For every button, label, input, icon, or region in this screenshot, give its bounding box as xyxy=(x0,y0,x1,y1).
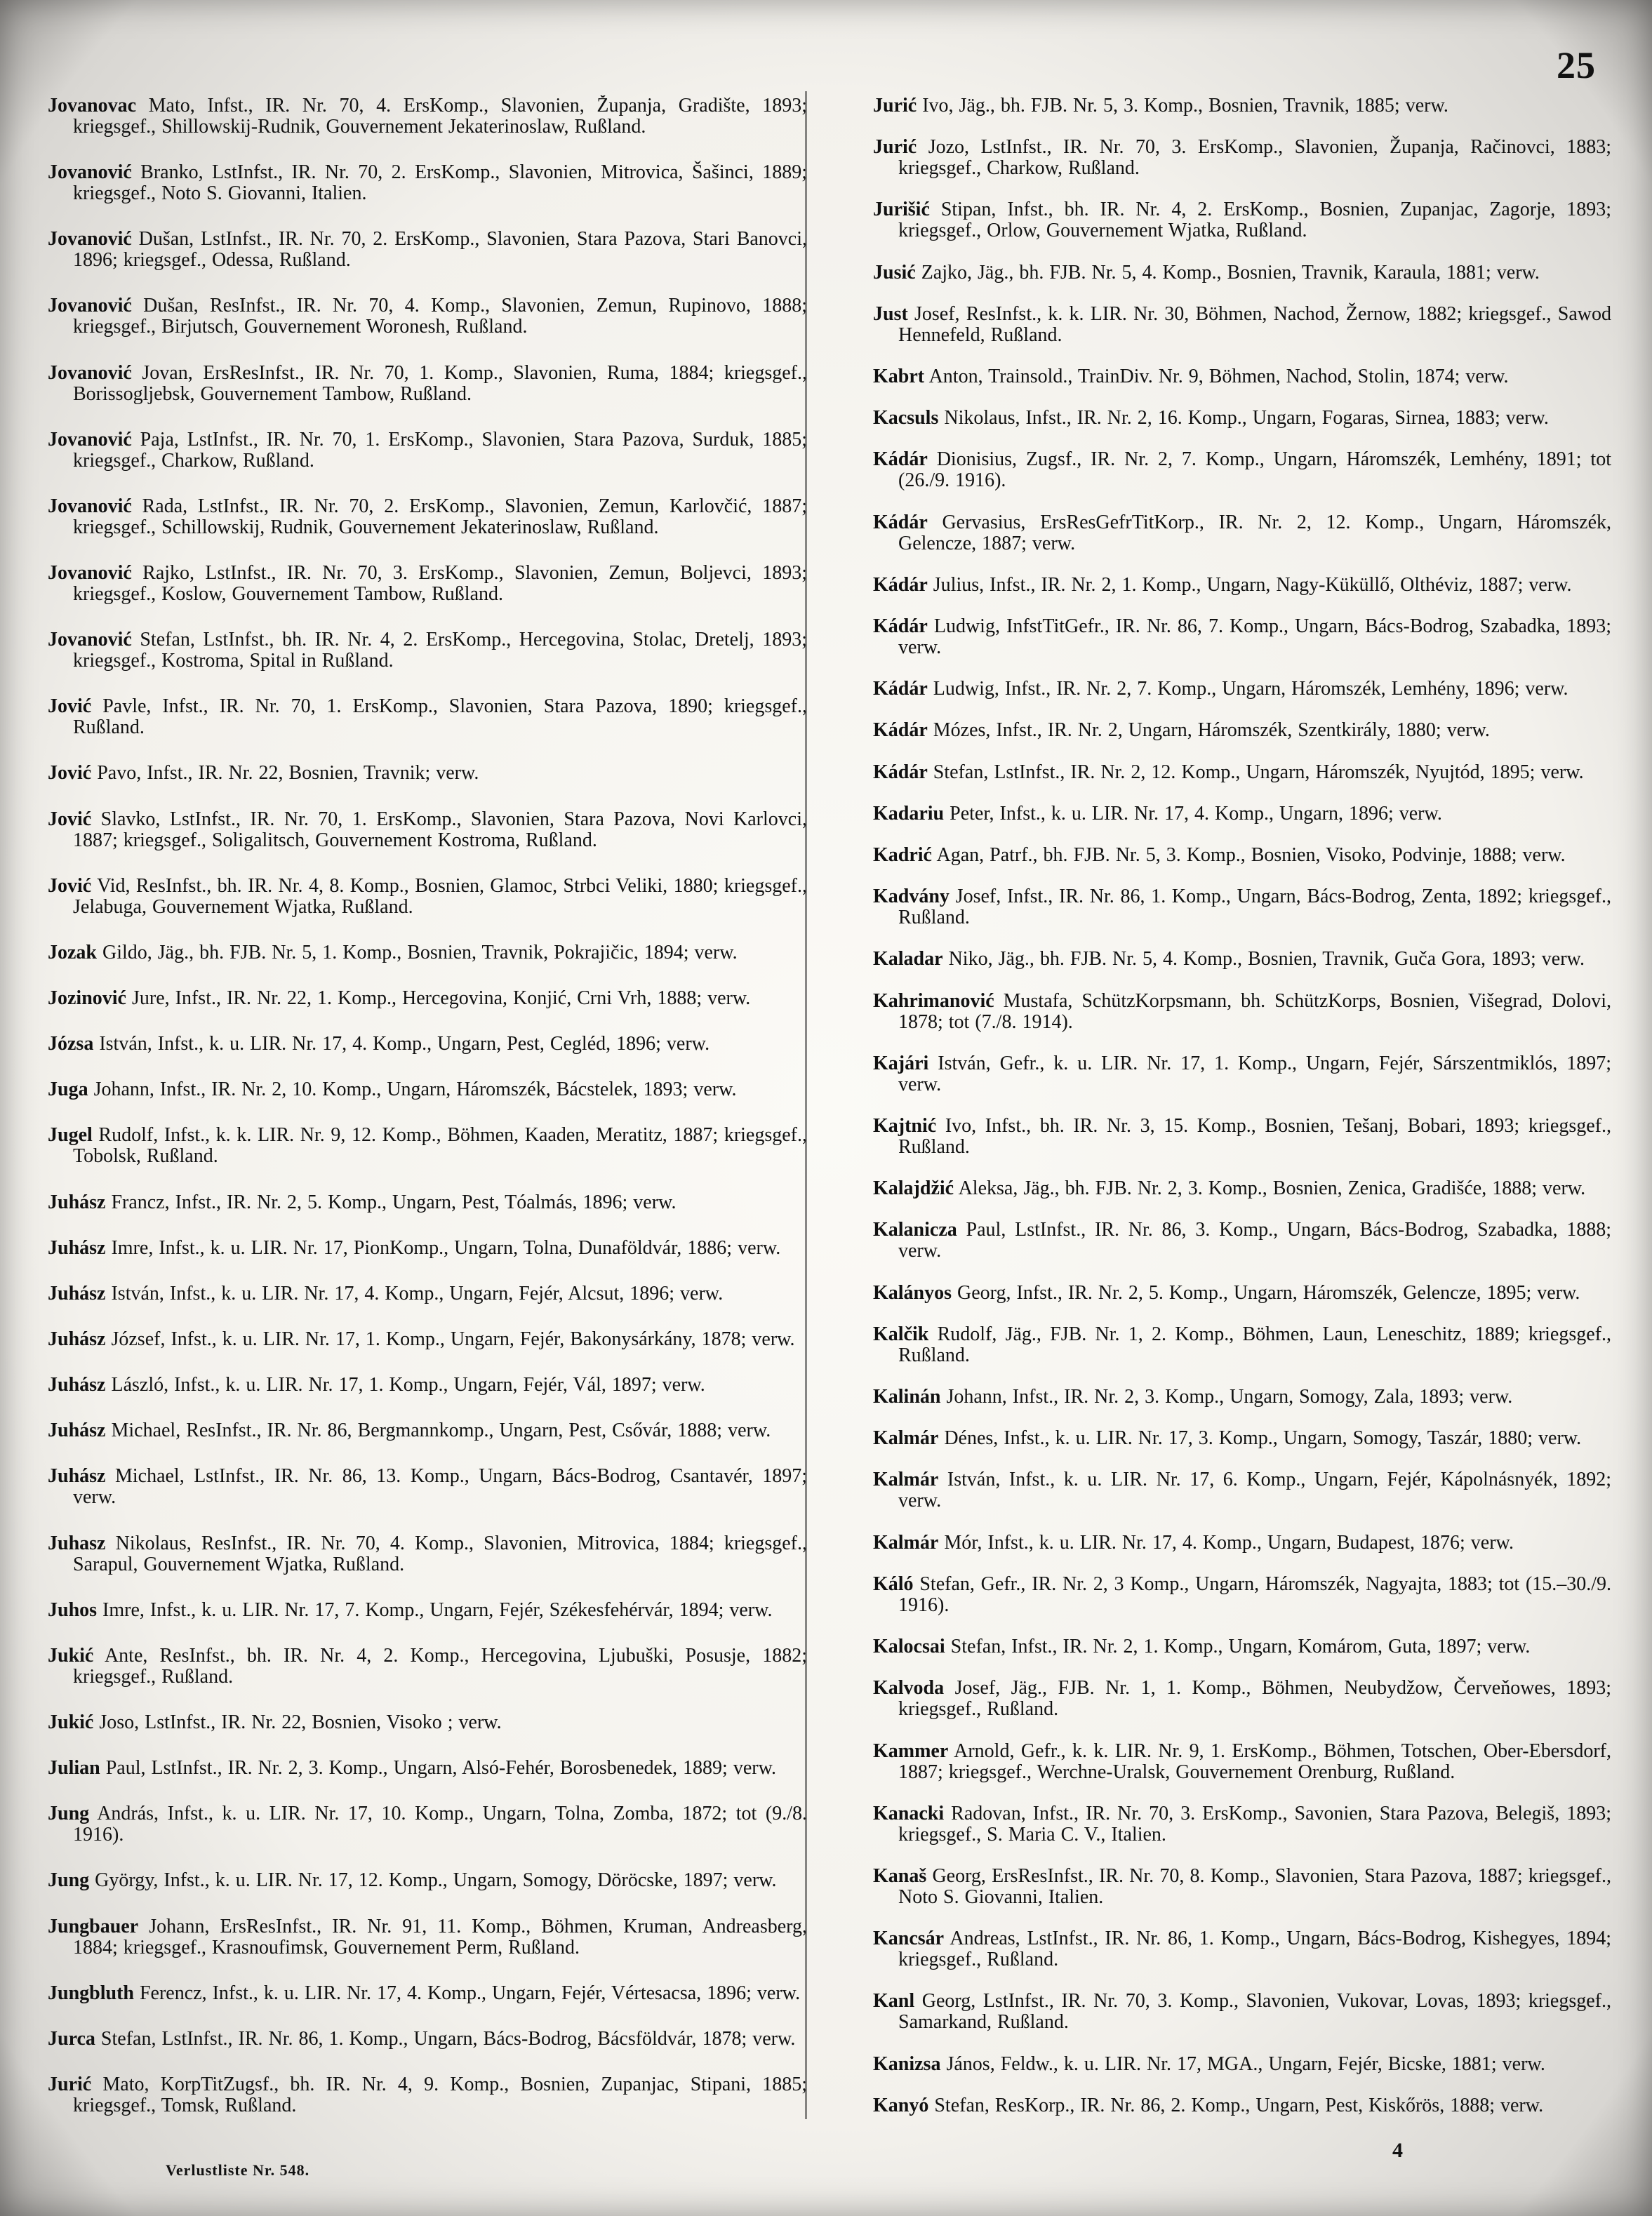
entry-surname: Kalajdžić xyxy=(873,1177,954,1200)
entry-details: Josef, ResInfst., k. k. LIR. Nr. 30, Böhmen, Nachod, Žernow, 1882; kriegsgef., Sawod Hennefeld, Rußland. xyxy=(898,302,1611,346)
entry-details: Jovan, ErsResInfst., IR. Nr. 70, 1. Komp., Slavonien, Ruma, 1884; kriegsgef., Borissogljebsk, Gouvernement Tambow, Rußland. xyxy=(73,361,807,405)
entry-details: Imre, Infst., k. u. LIR. Nr. 17, PionKomp., Ungarn, Tolna, Dunaföldvár, 1886; verw. xyxy=(111,1236,781,1259)
entry-surname: Kancsár xyxy=(873,1928,945,1950)
list-entry xyxy=(867,366,1611,387)
entry-surname: Juhász xyxy=(48,1328,106,1350)
entry-surname: Kádár xyxy=(873,678,928,700)
entry-details: Nikolaus, Infst., IR. Nr. 2, 16. Komp., Ungarn, Fogaras, Sirnea, 1883; verw. xyxy=(944,407,1549,429)
entry-details: Stefan, LstInfst., IR. Nr. 86, 1. Komp., Ungarn, Bács-Bodrog, Bácsföldvár, 1878; verw. xyxy=(100,2027,796,2050)
entry-details: Stefan, Infst., IR. Nr. 2, 1. Komp., Ungarn, Komárom, Guta, 1897; verw. xyxy=(950,1636,1531,1658)
entry-surname: Juhasz xyxy=(48,1532,106,1554)
list-entry xyxy=(867,1469,1611,1511)
list-entry xyxy=(42,1533,807,1575)
entry-details: Dušan, ResInfst., IR. Nr. 70, 4. Komp., Slavonien, Zemun, Rupinovo, 1888; kriegsgef., Birjutsch, Gouvernement Woronesh, Rußland. xyxy=(73,295,807,338)
entry-details: Ludwig, InfstTitGefr., IR. Nr. 86, 7. Komp., Ungarn, Bács-Bodrog, Szabadka, 1893; verw. xyxy=(898,615,1611,659)
entry-surname: Juhász xyxy=(48,1465,106,1488)
entry-details: Stefan, ResKorp., IR. Nr. 86, 2. Komp., Ungarn, Pest, Kiskőrös, 1888; verw. xyxy=(934,2094,1544,2116)
list-entry xyxy=(867,1574,1611,1616)
entry-details: Johann, ErsResInfst., IR. Nr. 91, 11. Komp., Böhmen, Kruman, Andreasberg, 1884; kriegsgef., Krasnoufimsk, Gouvernement Perm, Rußland. xyxy=(73,1915,807,1958)
entry-details: Rudolf, Infst., k. k. LIR. Nr. 9, 12. Komp., Böhmen, Kaaden, Meratitz, 1887; kriegsgef., Tobolsk, Rußland. xyxy=(73,1124,807,1168)
list-entry xyxy=(867,1991,1611,2033)
list-entry xyxy=(42,1192,807,1213)
list-entry xyxy=(867,949,1611,970)
list-entry xyxy=(42,496,807,538)
entry-surname: Kalányos xyxy=(873,1281,952,1304)
entry-details: Josef, Infst., IR. Nr. 86, 1. Komp., Ungarn, Bács-Bodrog, Zenta, 1892; kriegsgef., Rußland. xyxy=(898,886,1611,929)
entry-details: Jure, Infst., IR. Nr. 22, 1. Komp., Hercegovina, Konjić, Crni Vrh, 1888; verw. xyxy=(132,987,751,1009)
entry-details: Joso, LstInfst., IR. Nr. 22, Bosnien, Visoko ; verw. xyxy=(99,1711,502,1733)
entry-details: Gildo, Jäg., bh. FJB. Nr. 5, 1. Komp., Bosnien, Travnik, Pokrajičic, 1894; verw. xyxy=(102,941,738,963)
entry-details: Imre, Infst., k. u. LIR. Nr. 17, 7. Komp., Ungarn, Fejér, Székesfehérvár, 1894; verw. xyxy=(102,1598,773,1621)
entry-details: Georg, ErsResInfst., IR. Nr. 70, 8. Komp., Slavonien, Stara Pazova, 1887; kriegsgef., Noto S. Giovanni, Italien. xyxy=(898,1864,1611,1908)
list-entry xyxy=(867,575,1611,596)
entry-details: Paul, LstInfst., IR. Nr. 2, 3. Komp., Ungarn, Alsó-Fehér, Borosbenedek, 1889; verw. xyxy=(105,1757,776,1780)
entry-surname: Jovanović xyxy=(48,495,132,517)
entry-details: Paul, LstInfst., IR. Nr. 86, 3. Komp., Ungarn, Bács-Bodrog, Szabadka, 1888; verw. xyxy=(898,1219,1611,1262)
list-entry xyxy=(42,1466,807,1508)
list-entry xyxy=(42,763,807,784)
list-entry xyxy=(867,762,1611,783)
entry-surname: Káló xyxy=(873,1573,914,1595)
entry-details: Ludwig, Infst., IR. Nr. 2, 7. Komp., Ungarn, Háromszék, Lemhény, 1896; verw. xyxy=(933,678,1568,700)
list-entry xyxy=(867,803,1611,825)
entry-details: Johann, Infst., IR. Nr. 2, 3. Komp., Ungarn, Somogy, Zala, 1893; verw. xyxy=(946,1386,1513,1408)
list-entry xyxy=(42,429,807,472)
entry-surname: Juhász xyxy=(48,1374,106,1396)
entry-surname: Kádár xyxy=(873,615,928,638)
entry-surname: Jung xyxy=(48,1869,90,1892)
entry-surname: Kádár xyxy=(873,573,928,596)
list-entry xyxy=(867,1220,1611,1262)
entry-surname: Kajári xyxy=(873,1052,929,1074)
entry-surname: Juhász xyxy=(48,1236,106,1259)
entry-details: György, Infst., k. u. LIR. Nr. 17, 12. Komp., Ungarn, Somogy, Döröcske, 1897; verw. xyxy=(95,1869,777,1892)
entry-details: Ferencz, Infst., k. u. LIR. Nr. 17, 4. Komp., Ungarn, Fejér, Vértesacsa, 1896; verw. xyxy=(139,1982,801,2004)
entry-surname: Kanyó xyxy=(873,2094,929,2116)
list-entry xyxy=(42,1646,807,1688)
entry-details: Branko, LstInfst., IR. Nr. 70, 2. ErsKomp., Slavonien, Mitrovica, Šašinci, 1889; kriegsgef., Noto S. Giovanni, Italien. xyxy=(73,161,807,205)
entry-surname: Jović xyxy=(48,808,92,830)
list-entry xyxy=(42,1983,807,2004)
list-entry xyxy=(42,1600,807,1621)
entry-details: Dušan, LstInfst., IR. Nr. 70, 2. ErsKomp., Slavonien, Stara Pazova, Stari Banovci, 1896; kriegsgef., Odessa, Rußland. xyxy=(73,228,807,272)
entry-surname: Jurić xyxy=(48,2073,92,2095)
list-entry xyxy=(42,809,807,851)
entry-details: István, Infst., k. u. LIR. Nr. 17, 4. Komp., Ungarn, Fejér, Alcsut, 1896; verw. xyxy=(111,1282,724,1304)
entry-details: Nikolaus, ResInfst., IR. Nr. 70, 4. Komp., Slavonien, Mitrovica, 1884; kriegsgef., Sarapul, Gouvernement Wjatka, Rußland. xyxy=(73,1532,807,1575)
entry-details: József, Infst., k. u. LIR. Nr. 17, 1. Komp., Ungarn, Fejér, Bakonysárkány, 1878; verw. xyxy=(111,1328,795,1350)
entry-surname: Juhász xyxy=(48,1191,106,1213)
entry-details: Rada, LstInfst., IR. Nr. 70, 2. ErsKomp., Slavonien, Zemun, Karlovčić, 1887; kriegsgef., Schillowskij, Rudnik, Gouvernement Jekaterinoslaw, Rußland. xyxy=(73,495,807,538)
list-entry xyxy=(42,696,807,738)
list-entry xyxy=(867,886,1611,928)
entry-surname: Kahrimanović xyxy=(873,989,994,1012)
list-entry xyxy=(867,845,1611,866)
entry-details: Michael, ResInfst., IR. Nr. 86, Bergmannkomp., Ungarn, Pest, Csővár, 1888; verw. xyxy=(111,1420,771,1442)
entry-surname: Kalmár xyxy=(873,1469,939,1491)
entry-details: Paja, LstInfst., IR. Nr. 70, 1. ErsKomp., Slavonien, Stara Pazova, Surduk, 1885; kriegsgef., Charkow, Rußland. xyxy=(73,428,807,472)
entry-surname: Jungbluth xyxy=(48,1982,134,2004)
entry-surname: Jovanović xyxy=(48,161,132,184)
entry-surname: Kalmár xyxy=(873,1427,939,1450)
entry-surname: Kanacki xyxy=(873,1802,945,1824)
list-entry xyxy=(42,363,807,405)
list-entry xyxy=(42,2074,807,2116)
entry-surname: Jukić xyxy=(48,1644,94,1667)
page-number: 25 xyxy=(1557,44,1596,86)
entry-surname: Jovanović xyxy=(48,295,132,317)
list-entry xyxy=(867,1928,1611,1970)
entry-details: Ivo, Jäg., bh. FJB. Nr. 5, 3. Komp., Bosnien, Travnik, 1885; verw. xyxy=(922,95,1448,116)
list-entry xyxy=(42,1079,807,1100)
entry-surname: Kalvoda xyxy=(873,1677,945,1700)
entry-surname: Kammer xyxy=(873,1740,949,1762)
list-entry xyxy=(867,1324,1611,1366)
entry-details: Mór, Infst., k. u. LIR. Nr. 17, 4. Komp., Ungarn, Budapest, 1876; verw. xyxy=(944,1531,1514,1554)
list-entry xyxy=(867,137,1611,179)
entry-surname: Jung xyxy=(48,1803,90,1825)
entry-details: Stipan, Infst., bh. IR. Nr. 4, 2. ErsKomp., Bosnien, Zupanjac, Zagorje, 1893; kriegsgef., Orlow, Gouvernement Wjatka, Rußland. xyxy=(898,199,1611,242)
list-entry xyxy=(867,2054,1611,2075)
entry-details: István, Infst., k. u. LIR. Nr. 17, 6. Komp., Ungarn, Fejér, Kápolnásnyék, 1892; verw. xyxy=(898,1469,1611,1512)
entry-surname: Kabrt xyxy=(873,366,925,388)
list-entry xyxy=(42,1758,807,1779)
entry-surname: Jurić xyxy=(873,136,917,159)
entry-details: Jozo, LstInfst., IR. Nr. 70, 3. ErsKomp., Slavonien, Županja, Račinovci, 1883; kriegsgef., Charkow, Rußland. xyxy=(898,136,1611,180)
entry-details: Radovan, Infst., IR. Nr. 70, 3. ErsKomp., Savonien, Stara Pazova, Belegiš, 1893; kriegsgef., S. Maria C. V., Italien. xyxy=(898,1802,1611,1845)
list-entry xyxy=(867,1387,1611,1408)
list-entry xyxy=(42,1125,807,1167)
entry-details: Anton, Trainsold., TrainDiv. Nr. 9, Böhmen, Nachod, Stolin, 1874; verw. xyxy=(928,366,1509,388)
entry-details: Johann, Infst., IR. Nr. 2, 10. Komp., Ungarn, Háromszék, Bácstelek, 1893; verw. xyxy=(93,1079,737,1101)
list-entry xyxy=(42,229,807,271)
list-entry xyxy=(867,616,1611,658)
entry-details: Vid, ResInfst., bh. IR. Nr. 4, 8. Komp., Bosnien, Glamoc, Strbci Veliki, 1880; kriegsgef., Jelabuga, Gouvernement Wjatka, Rußland. xyxy=(73,874,807,918)
left-column xyxy=(42,95,807,2116)
entry-surname: Kanl xyxy=(873,1990,915,2013)
entry-surname: Kalčik xyxy=(873,1323,929,1345)
entry-details: István, Gefr., k. u. LIR. Nr. 17, 1. Komp., Ungarn, Fejér, Sárszentmiklós, 1897; verw. xyxy=(898,1052,1611,1095)
list-entry xyxy=(867,449,1611,491)
list-entry xyxy=(42,1803,807,1845)
list-entry xyxy=(867,1116,1611,1158)
entry-surname: Jovanović xyxy=(48,428,132,450)
entry-surname: Kacsuls xyxy=(873,407,939,429)
entry-details: Arnold, Gefr., k. k. LIR. Nr. 9, 1. ErsKomp., Böhmen, Totschen, Ober-Ebersdorf, 1887; kriegsgef., Werchne-Uralsk, Gouvernement Orenburg, Rußland. xyxy=(898,1740,1611,1783)
entry-surname: Juga xyxy=(48,1079,88,1101)
entry-surname: Julian xyxy=(48,1757,100,1780)
footer-code: Verlustliste Nr. 548. xyxy=(166,2161,310,2179)
entry-details: Mato, KorpTitZugsf., bh. IR. Nr. 4, 9. Komp., Bosnien, Zupanjac, Stipani, 1885; kriegsgef., Tomsk, Rußland. xyxy=(73,2073,807,2116)
list-entry xyxy=(867,1803,1611,1845)
entry-details: Niko, Jäg., bh. FJB. Nr. 5, 4. Komp., Bosnien, Travnik, Guča Gora, 1893; verw. xyxy=(948,948,1585,970)
list-entry xyxy=(42,942,807,963)
entry-surname: Kadrić xyxy=(873,844,932,867)
entry-details: András, Infst., k. u. LIR. Nr. 17, 10. Komp., Ungarn, Tolna, Zomba, 1872; tot (9./8. 1916). xyxy=(73,1803,807,1846)
entry-details: Gervasius, ErsResGefrTitKorp., IR. Nr. 2, 12. Komp., Ungarn, Háromszék, Gelencze, 1887; verw. xyxy=(898,511,1611,554)
entry-surname: Jovanović xyxy=(48,629,132,651)
entry-details: Stefan, LstInfst., bh. IR. Nr. 4, 2. ErsKomp., Hercegovina, Stolac, Dretelj, 1893; kriegsgef., Kostroma, Spital in Rußland. xyxy=(73,629,807,672)
entry-surname: Juhos xyxy=(48,1598,98,1621)
entry-details: Zajko, Jäg., bh. FJB. Nr. 5, 4. Komp., Bosnien, Travnik, Karaula, 1881; verw. xyxy=(921,261,1540,283)
entry-surname: Jovanović xyxy=(48,561,132,584)
entry-surname: Jovanović xyxy=(48,361,132,384)
list-entry xyxy=(42,1712,807,1733)
entry-surname: Kádár xyxy=(873,761,928,783)
list-entry xyxy=(867,1636,1611,1657)
entry-surname: Jozinović xyxy=(48,987,126,1009)
list-entry xyxy=(867,1428,1611,1449)
list-entry xyxy=(42,295,807,338)
list-entry xyxy=(867,1053,1611,1095)
entry-details: Stefan, LstInfst., IR. Nr. 2, 12. Komp., Ungarn, Háromszék, Nyujtód, 1895; verw. xyxy=(933,761,1584,783)
entry-surname: Jović xyxy=(48,874,92,897)
entry-surname: Jurić xyxy=(873,95,917,116)
entry-surname: Kadariu xyxy=(873,802,945,825)
list-entry xyxy=(867,512,1611,554)
list-entry xyxy=(867,199,1611,241)
entry-details: Michael, LstInfst., IR. Nr. 86, 13. Komp., Ungarn, Bács-Bodrog, Csantavér, 1897; verw. xyxy=(73,1465,807,1509)
list-entry xyxy=(867,262,1611,283)
list-entry xyxy=(867,1741,1611,1783)
list-entry xyxy=(867,95,1611,116)
entry-surname: Kanaš xyxy=(873,1864,927,1887)
list-entry xyxy=(42,1034,807,1055)
entry-surname: Jukić xyxy=(48,1711,94,1733)
entry-details: Pavo, Infst., IR. Nr. 22, Bosnien, Travnik; verw. xyxy=(97,762,479,785)
entry-details: Agan, Patrf., bh. FJB. Nr. 5, 3. Komp., Bosnien, Visoko, Podvinje, 1888; verw. xyxy=(936,844,1566,867)
entry-surname: Jovanovac xyxy=(48,95,136,116)
entry-surname: Kalinán xyxy=(873,1386,941,1408)
entry-surname: Jović xyxy=(48,695,92,718)
entry-surname: Jusić xyxy=(873,261,916,283)
list-entry xyxy=(867,720,1611,741)
entry-surname: Jović xyxy=(48,762,92,785)
entry-details: Georg, Infst., IR. Nr. 2, 5. Komp., Ungarn, Háromszék, Gelencze, 1895; verw. xyxy=(957,1281,1580,1304)
list-entry xyxy=(867,1178,1611,1199)
list-entry xyxy=(42,1329,807,1350)
entry-surname: Kádár xyxy=(873,719,928,742)
entry-surname: Kalocsai xyxy=(873,1636,945,1658)
entry-details: Ante, ResInfst., bh. IR. Nr. 4, 2. Komp., Hercegovina, Ljubuški, Posusje, 1882; kriegsgef., Rußland. xyxy=(73,1644,807,1688)
entry-surname: Kanizsa xyxy=(873,2053,941,2075)
list-entry xyxy=(42,1238,807,1259)
entry-details: Dénes, Infst., k. u. LIR. Nr. 17, 3. Komp., Ungarn, Somogy, Taszár, 1880; verw. xyxy=(944,1427,1582,1450)
entry-details: Peter, Infst., k. u. LIR. Nr. 17, 4. Komp., Ungarn, 1896; verw. xyxy=(950,802,1442,825)
entry-details: Rudolf, Jäg., FJB. Nr. 1, 2. Komp., Böhmen, Laun, Leneschitz, 1889; kriegsgef., Rußland. xyxy=(898,1323,1611,1366)
sheet-number: 4 xyxy=(1392,2139,1403,2162)
entry-surname: Józsa xyxy=(48,1033,94,1055)
list-entry xyxy=(867,1866,1611,1908)
list-entry xyxy=(867,1678,1611,1720)
list-entry xyxy=(42,1375,807,1396)
entry-surname: Kadvány xyxy=(873,886,950,908)
entry-surname: Jugel xyxy=(48,1124,93,1147)
entry-details: Francz, Infst., IR. Nr. 2, 5. Komp., Ungarn, Pest, Tóalmás, 1896; verw. xyxy=(111,1191,677,1213)
entry-surname: Kádár xyxy=(873,511,928,533)
list-entry xyxy=(42,1870,807,1891)
entry-details: Stefan, Gefr., IR. Nr. 2, 3 Komp., Ungarn, Háromszék, Nagyajta, 1883; tot (15.–30./9. 1916). xyxy=(898,1573,1611,1616)
list-entry xyxy=(42,988,807,1009)
entry-details: Julius, Infst., IR. Nr. 2, 1. Komp., Ungarn, Nagy-Küküllő, Olthéviz, 1887; verw. xyxy=(933,573,1572,596)
right-column xyxy=(867,95,1611,2116)
entry-details: Ivo, Infst., bh. IR. Nr. 3, 15. Komp., Bosnien, Tešanj, Bobari, 1893; kriegsgef., Rußland. xyxy=(898,1115,1611,1159)
list-entry xyxy=(42,563,807,605)
entry-details: Pavle, Infst., IR. Nr. 70, 1. ErsKomp., Slavonien, Stara Pazova, 1890; kriegsgef., Rußland. xyxy=(73,695,807,739)
columns xyxy=(42,95,1611,2116)
list-entry xyxy=(867,1283,1611,1304)
list-entry xyxy=(42,1283,807,1304)
entry-surname: Juhász xyxy=(48,1420,106,1442)
entry-details: Josef, Jäg., FJB. Nr. 1, 1. Komp., Böhmen, Neubydžow, Červeňowes, 1893; kriegsgef., Rußland. xyxy=(898,1677,1611,1721)
entry-details: Mózes, Infst., IR. Nr. 2, Ungarn, Háromszék, Szentkirály, 1880; verw. xyxy=(933,719,1490,742)
entry-surname: Jurišić xyxy=(873,199,930,221)
entry-surname: Jovanović xyxy=(48,228,132,251)
entry-surname: Kalmár xyxy=(873,1531,939,1554)
list-entry xyxy=(42,95,807,138)
list-entry xyxy=(867,304,1611,346)
list-entry xyxy=(42,2029,807,2050)
list-entry xyxy=(867,2095,1611,2116)
entry-surname: Jozak xyxy=(48,941,97,963)
list-entry xyxy=(867,679,1611,700)
list-entry xyxy=(42,162,807,204)
entry-surname: Just xyxy=(873,302,908,325)
entry-details: Aleksa, Jäg., bh. FJB. Nr. 2, 3. Komp., Bosnien, Zenica, Gradišće, 1888; verw. xyxy=(958,1177,1586,1200)
entry-details: Georg, LstInfst., IR. Nr. 70, 3. Komp., Slavonien, Vukovar, Lovas, 1893; kriegsgef., Samarkand, Rußland. xyxy=(898,1990,1611,2034)
entry-surname: Jungbauer xyxy=(48,1915,139,1937)
entry-surname: Kaladar xyxy=(873,948,943,970)
list-entry xyxy=(42,1420,807,1441)
entry-surname: Juhász xyxy=(48,1282,106,1304)
list-entry xyxy=(867,408,1611,429)
entry-surname: Kajtnić xyxy=(873,1115,937,1137)
entry-details: János, Feldw., k. u. LIR. Nr. 17, MGA., Ungarn, Fejér, Bicske, 1881; verw. xyxy=(946,2053,1545,2075)
entry-details: Slavko, LstInfst., IR. Nr. 70, 1. ErsKomp., Slavonien, Stara Pazova, Novi Karlovci, 1887; kriegsgef., Soligalitsch, Gouvernement Kostroma, Rußland. xyxy=(73,808,807,851)
entry-surname: Kádár xyxy=(873,448,928,471)
list-entry xyxy=(867,991,1611,1033)
entry-details: Andreas, LstInfst., IR. Nr. 86, 1. Komp., Ungarn, Bács-Bodrog, Kishegyes, 1894; kriegsgef., Rußland. xyxy=(898,1928,1611,1971)
list-entry xyxy=(42,876,807,918)
entry-details: Mato, Infst., IR. Nr. 70, 4. ErsKomp., Slavonien, Županja, Gradište, 1893; kriegsgef., Shillowskij-Rudnik, Gouvernement Jekaterinoslaw, Rußland. xyxy=(73,95,807,138)
list-entry xyxy=(42,1916,807,1958)
list-entry xyxy=(867,1533,1611,1554)
entry-details: Dionisius, Zugsf., IR. Nr. 2, 7. Komp., Ungarn, Háromszék, Lemhény, 1891; tot (26./9. 1916). xyxy=(898,448,1611,492)
entry-surname: Kalanicza xyxy=(873,1219,957,1241)
entry-details: Rajko, LstInfst., IR. Nr. 70, 3. ErsKomp., Slavonien, Zemun, Boljevci, 1893; kriegsgef., Koslow, Gouvernement Tambow, Rußland. xyxy=(73,561,807,605)
entry-details: László, Infst., k. u. LIR. Nr. 17, 1. Komp., Ungarn, Fejér, Vál, 1897; verw. xyxy=(111,1374,705,1396)
entry-surname: Jurca xyxy=(48,2027,95,2050)
list-entry xyxy=(42,629,807,672)
entry-details: István, Infst., k. u. LIR. Nr. 17, 4. Komp., Ungarn, Pest, Cegléd, 1896; verw. xyxy=(99,1033,710,1055)
entry-details: Mustafa, SchützKorpsmann, bh. SchützKorps, Bosnien, Višegrad, Dolovi, 1878; tot (7./8. 1914). xyxy=(898,989,1611,1033)
